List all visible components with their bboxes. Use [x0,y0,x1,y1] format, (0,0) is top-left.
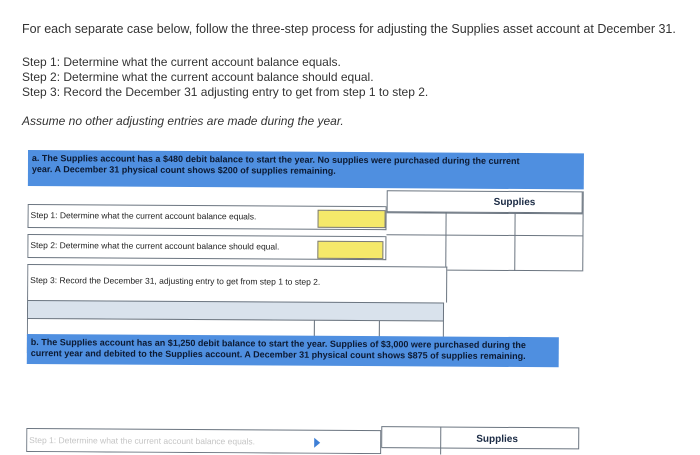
case-a-step3-label: Step 3: Record the December 31, adjusting entry to get from step 1 to step 2. [30,275,321,287]
case-b-banner-line2: current year and debited to the Supplies account. A December 31 physical count shows $875 of supplies remaining. [30,348,526,362]
instructions-step1: Step 1: Determine what the current account balance equals. [22,55,341,69]
case-a-banner-line1: a. The Supplies account has a $480 debit balance to start the year. No supplies were purchased during the current [31,153,520,167]
case-a-t-account-header-row [387,190,583,213]
instructions-intro: For each separate case below, follow the three-step process for adjusting the Supplies asset account at December 31. [22,22,676,36]
instructions-step2: Step 2: Determine what the current account balance should equal. [22,70,374,84]
case-b-banner-line1: b. The Supplies account has an $1,250 debit balance to start the year. Supplies of $3,000 were purchased during the [30,337,526,351]
case-a-banner-line2: year. A December 31 physical count shows $200 of supplies remaining. [31,164,336,176]
case-a-step1-label: Step 1: Determine what the current account balance equals. [30,210,257,222]
case-b-banner [27,334,559,367]
instructions-step3: Step 3: Record the December 31 adjusting entry to get from step 1 to step 2. [22,85,429,99]
case-a-step2-label: Step 2: Determine what the current account balance should equal. [30,240,280,252]
worksheet [26,146,586,455]
case-a-step2-input[interactable] [317,241,383,259]
case-a-banner [28,150,584,189]
case-b-t-account-header: Supplies [476,433,518,445]
case-a-t-account-header: Supplies [493,196,536,209]
instructions-assumption: Assume no other adjusting entries are made during the year. [22,114,344,128]
case-a-step1-input[interactable] [318,210,386,228]
case-b-step1-label: Step 1: Determine what the current account balance equals. [29,435,256,447]
case-b-step1-arrow-icon [314,438,320,448]
